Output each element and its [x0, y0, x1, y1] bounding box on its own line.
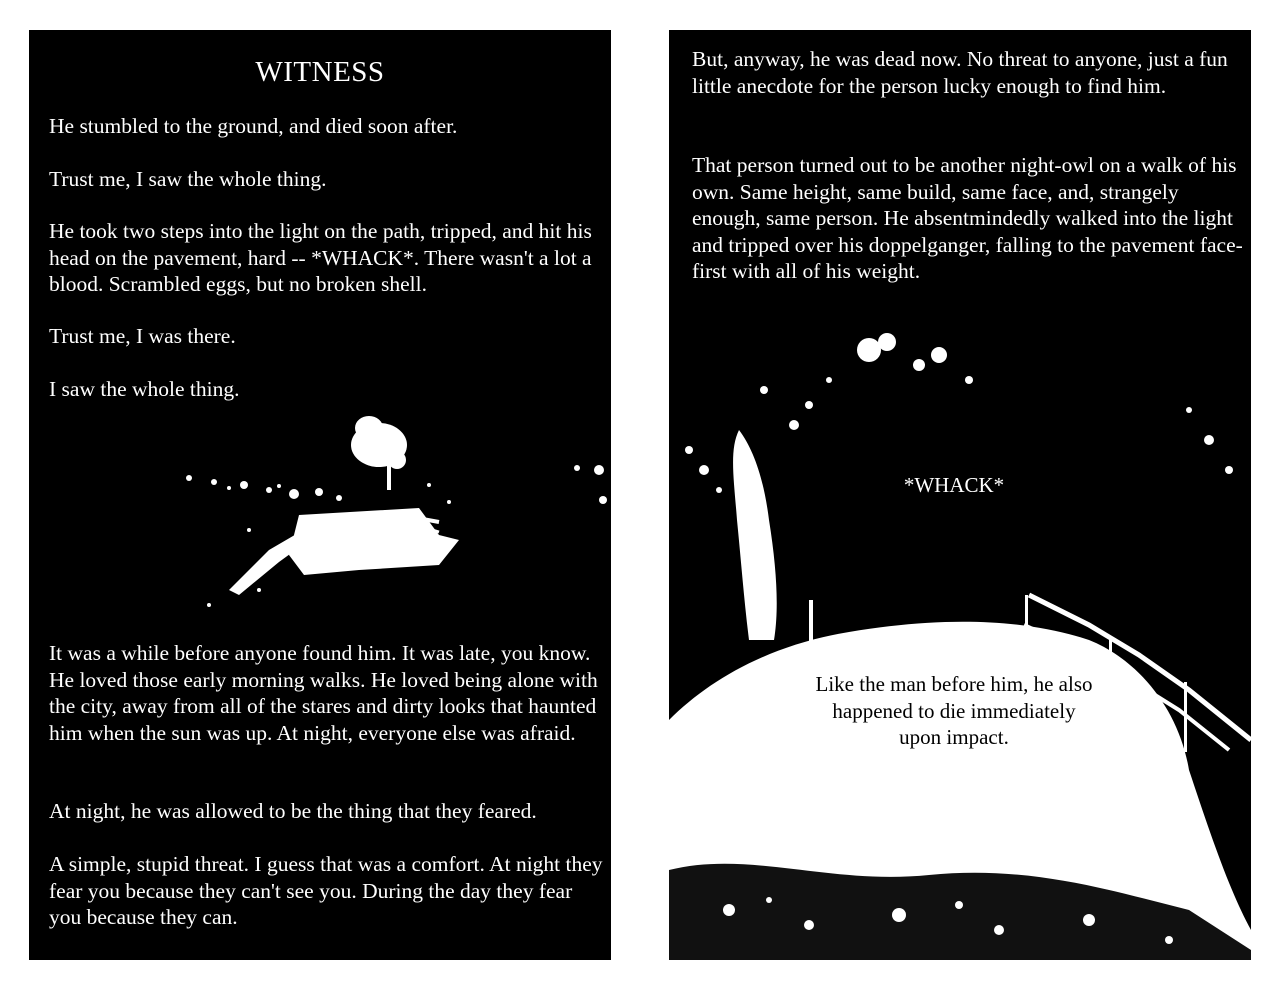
- story-title: WITNESS: [255, 56, 385, 88]
- paragraph: He took two steps into the light on the path, tripped, and hit his head on the pavement, hard -- *WHACK*. There wasn't a lot a blood. Scrambled eggs, but no broken shell.: [49, 219, 592, 296]
- whack-label: *WHACK*: [903, 473, 1005, 497]
- paragraph: It was a while before anyone found him. It was late, you know. He loved those early morning walks. He loved being alone with the city, away from all of the stares and dirty looks that haunted him when the sun was up. At night, everyone else was afraid.: [49, 641, 598, 745]
- paragraph: But, anyway, he was dead now. No threat to anyone, just a fun little anecdote for the person lucky enough to find him.: [692, 47, 1228, 98]
- left-page: [29, 30, 611, 960]
- paragraph: That person turned out to be another night-owl on a walk of his own. Same height, same build, same face, and, strangely enough, same person. He absentmindedly walked into the light and tripped over his doppelganger, falling to the pavement face-first with all of his weight.: [692, 153, 1243, 283]
- paragraph: Trust me, I saw the whole thing.: [49, 167, 327, 191]
- paragraph: I saw the whole thing.: [49, 377, 240, 401]
- right-page: [669, 30, 1251, 960]
- paragraph: He stumbled to the ground, and died soon after.: [49, 114, 458, 138]
- paragraph: A simple, stupid threat. I guess that was a comfort. At night they fear you because they can't see you. During the day they fear you because they can.: [49, 852, 603, 929]
- caption: Like the man before him, he also happened to die immediately upon impact.: [815, 672, 1093, 749]
- paragraph: Trust me, I was there.: [49, 324, 236, 348]
- night-path-photo: [669, 310, 1251, 960]
- paragraph: At night, he was allowed to be the thing that they feared.: [49, 799, 537, 823]
- night-bridge-photo: [129, 390, 611, 640]
